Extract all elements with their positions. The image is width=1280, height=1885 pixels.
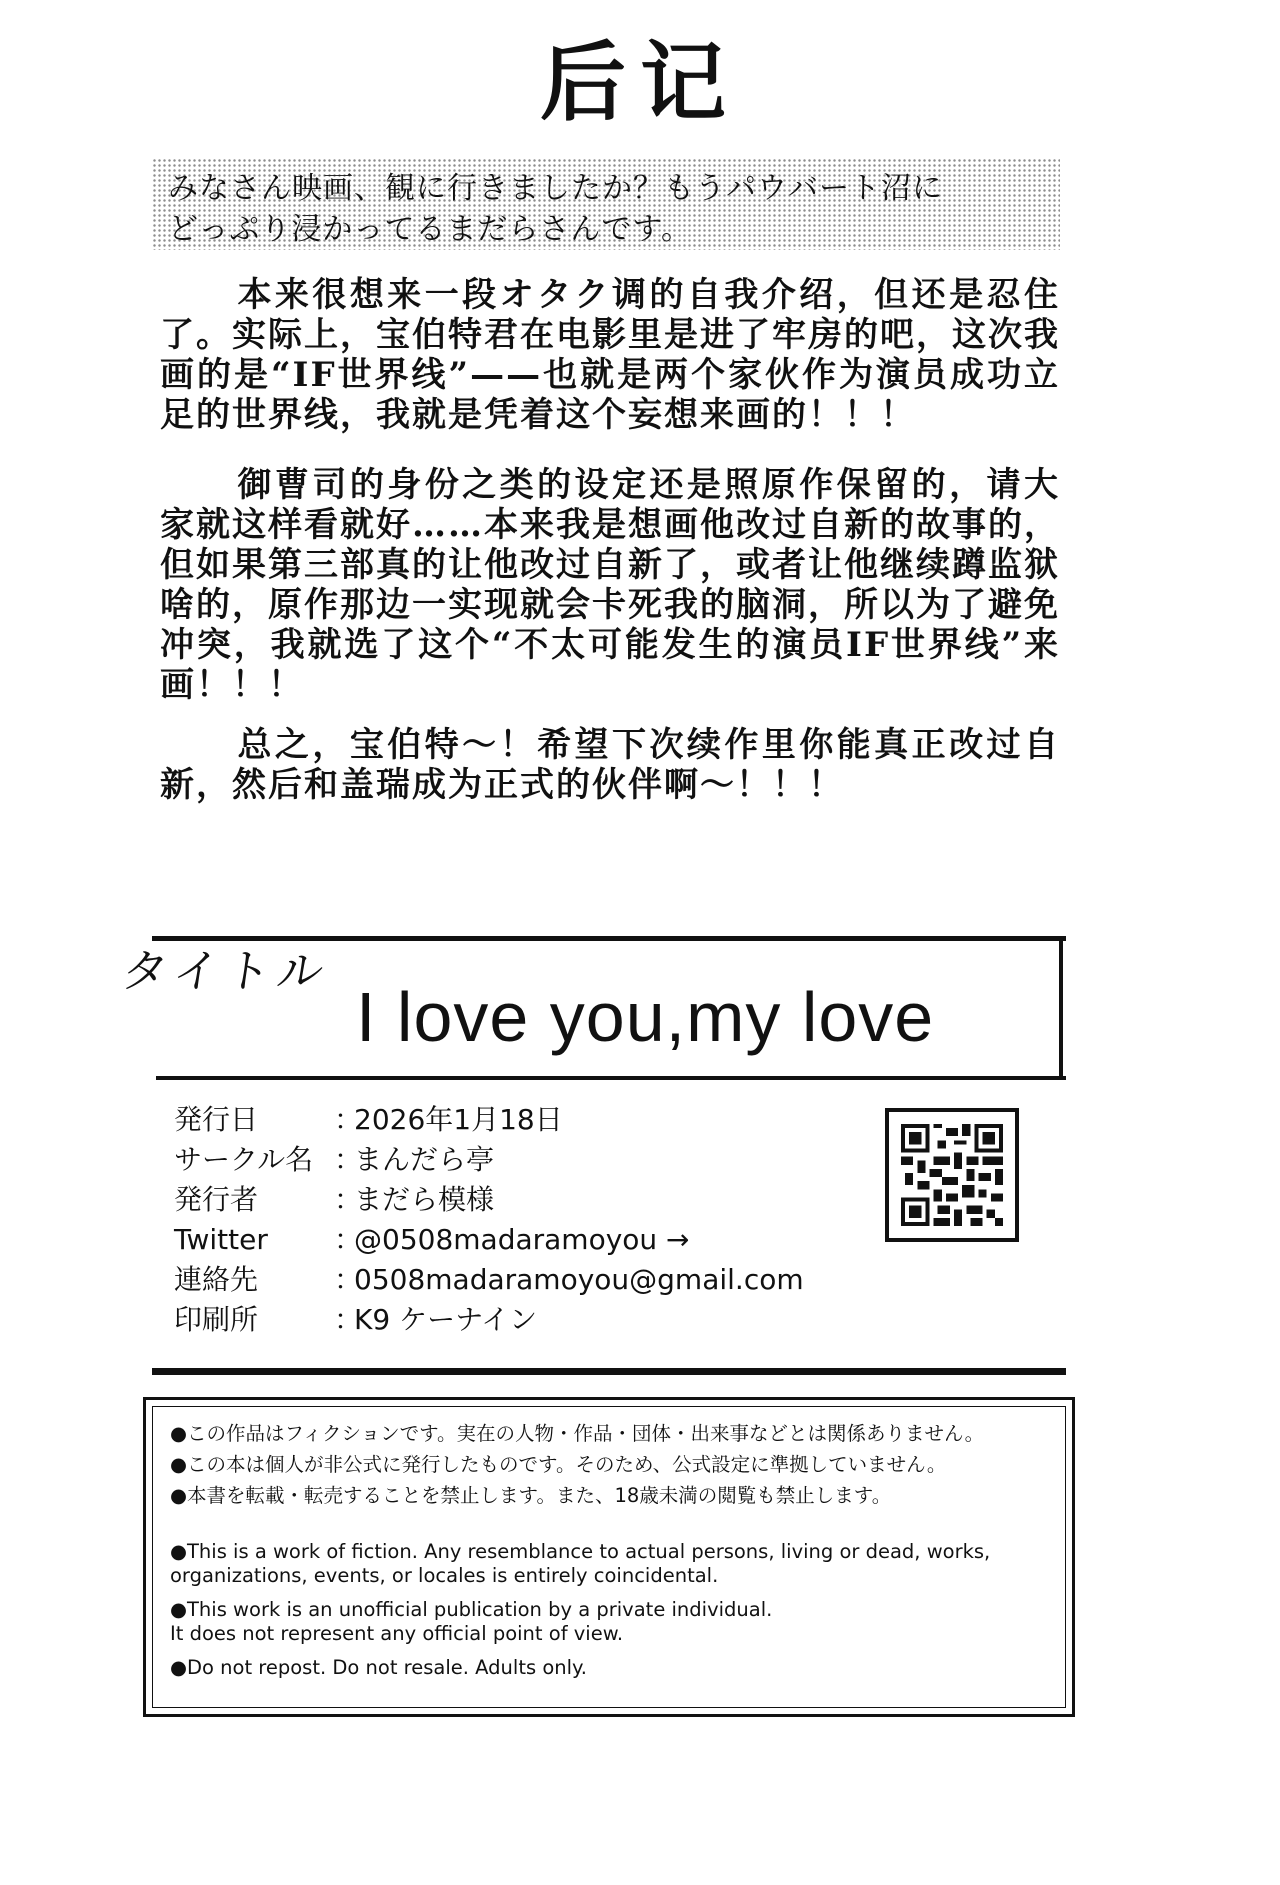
intro-text: [168, 168, 1048, 250]
row-label: 発行日: [174, 1103, 259, 1136]
disclaimer-jp-unofficial: ●この本は個人が非公式に発行したものです。そのため、公式設定に準拠していません。: [170, 1453, 947, 1476]
work-title: I love you,my love: [356, 978, 935, 1056]
paragraph-3-text: 总之，宝伯特～！希望下次续作里你能真正改过自新，然后和盖瑞成为正式的伙伴啊～！！！: [160, 725, 1060, 805]
paragraph-2-text: 御曹司的身份之类的设定还是照原作保留的，请大家就这样看就好……本来我是想画他改过自新的故事的，但如果第三部真的让他改过自新了，或者让他继续蹲监狱啥的，原作那边一实现就会卡死我的脑洞，所以为了避免冲突，我就选了这个“不太可能发生的演员IF世界线”来画！！！: [160, 465, 1060, 705]
disclaimer-en-unofficial: [170, 1598, 1050, 1646]
disclaimer-japanese: [170, 1418, 1050, 1511]
colophon-row-twitter: [174, 1220, 874, 1260]
intro-dotted-box: [152, 158, 1060, 250]
row-value: K9 ケーナイン: [354, 1303, 538, 1336]
row-separator: ：: [334, 1263, 363, 1296]
twitter-handle-link[interactable]: @0508madaramoyou →: [354, 1223, 690, 1256]
colophon-row-contact: [174, 1260, 874, 1300]
row-separator: ：: [334, 1223, 363, 1256]
row-value: まんだら亭: [354, 1143, 495, 1176]
disclaimer-en-unofficial-line-2: It does not represent any official point of view.: [170, 1622, 624, 1645]
colophon-top-rule: [152, 936, 1066, 941]
title-label: タイトル: [118, 944, 333, 998]
disclaimer-jp-fiction: ●この作品はフィクションです。実在の人物・作品・団体・出来事などとは関係ありません。: [170, 1422, 985, 1445]
disclaimer-en-fiction-line-1: ●This is a work of fiction. Any resemblance to actual persons, living or dead, works,: [170, 1540, 991, 1563]
page-title: 后记: [540, 32, 740, 133]
row-value: まだら模様: [354, 1183, 495, 1216]
paragraph-1-text: 本来很想来一段オタク调的自我介绍，但还是忍住了。实际上，宝伯特君在电影里是进了牢房的吧，这次我画的是“IF世界线”——也就是两个家伙作为演员成功立足的世界线，我就是凭着这个妄想来画的！！！: [160, 275, 1060, 435]
colophon-row-date: [174, 1100, 874, 1140]
colophon-row-publisher: [174, 1180, 874, 1220]
contact-email-link[interactable]: 0508madaramoyou@gmail.com: [354, 1263, 804, 1296]
title-box-right-rule: [1059, 936, 1063, 1076]
disclaimer-jp-no-repost: ●本書を転載・転売することを禁止します。また、18歳未満の閲覧も禁止します。: [170, 1484, 892, 1507]
disclaimer-en-no-repost: [170, 1656, 1050, 1680]
afterword-paragraph-1: [160, 275, 1060, 435]
colophon-bottom-rule: [152, 1368, 1066, 1375]
row-separator: ：: [334, 1183, 363, 1216]
disclaimer-en-fiction-line-2: organizations, events, or locales is entirely coincidental.: [170, 1564, 719, 1587]
row-separator: ：: [334, 1143, 363, 1176]
afterword-paragraph-2: [160, 465, 1060, 705]
qr-code-icon[interactable]: [885, 1108, 1019, 1242]
row-label: 連絡先: [174, 1263, 259, 1296]
row-label: 印刷所: [174, 1303, 259, 1336]
colophon-table: [174, 1100, 874, 1340]
row-value: 2026年1月18日: [354, 1103, 563, 1136]
intro-line-1: みなさん映画、観に行きましたか？もうパウバート沼に: [168, 171, 943, 206]
row-label: サークル名: [174, 1143, 314, 1176]
disclaimer-box: [143, 1397, 1075, 1717]
disclaimer-en-unofficial-line-1: ●This work is an unofficial publication by a private individual.: [170, 1598, 773, 1621]
colophon-row-circle: [174, 1140, 874, 1180]
disclaimer-en-no-repost-line-1: ●Do not repost. Do not resale. Adults only.: [170, 1656, 587, 1679]
disclaimer-english: [170, 1540, 1050, 1690]
colophon-row-printer: [174, 1300, 874, 1340]
row-separator: ：: [334, 1303, 363, 1336]
afterword-paragraph-3: [160, 725, 1060, 805]
row-label: 発行者: [174, 1183, 259, 1216]
row-label: Twitter: [174, 1223, 268, 1256]
title-bottom-rule: [156, 1076, 1066, 1080]
intro-line-2: どっぷり浸かってるまだらさんです。: [168, 212, 692, 247]
disclaimer-en-fiction: [170, 1540, 1050, 1588]
row-separator: ：: [334, 1103, 363, 1136]
